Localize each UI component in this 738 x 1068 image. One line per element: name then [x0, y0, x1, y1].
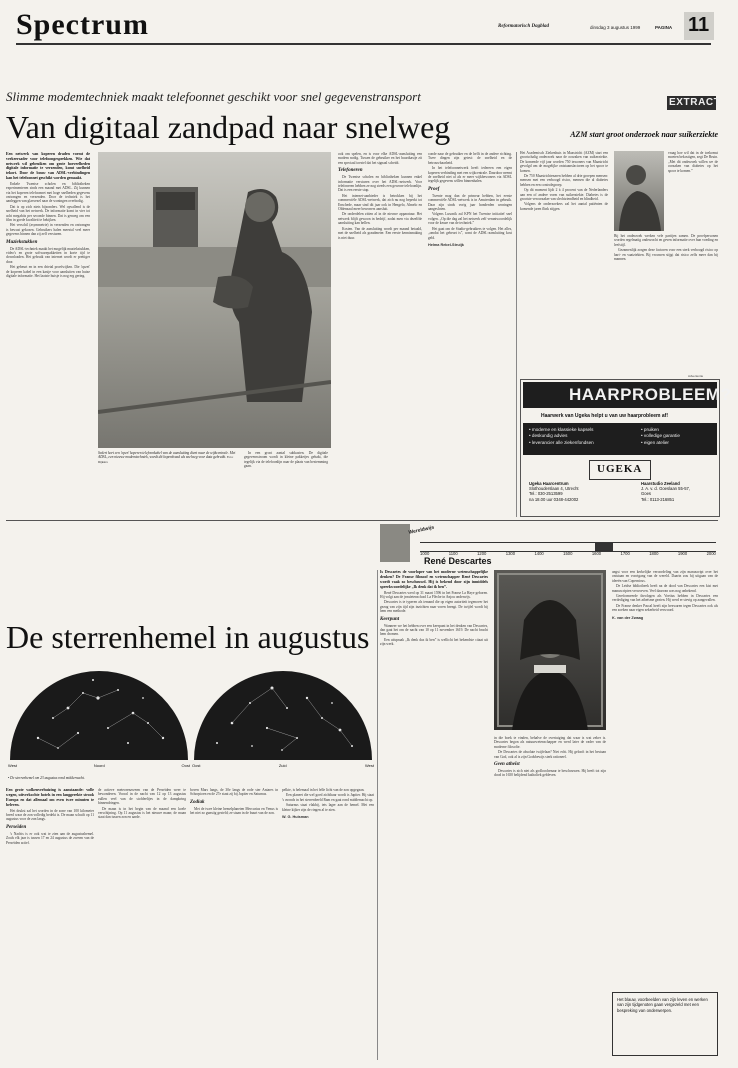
extract-photo [614, 151, 664, 231]
ad-subtitle: Haarwerk van Ugeka helpt u van uw haarprobleem af! [541, 413, 668, 419]
extract-label: EXTRACT [669, 97, 721, 108]
issue-date: dinsdag 3 augustus 1999 [590, 25, 641, 30]
subhead-geen-atheist: Geen atheïst [494, 762, 520, 768]
column-rule [516, 152, 517, 517]
ad-bullets-right [641, 427, 680, 446]
article-headline: Van digitaal zandpad naar snelweg [6, 109, 451, 145]
portrait-illustration [494, 570, 606, 730]
advertisement[interactable] [520, 379, 732, 517]
descartes-byline: K. van der Zwaag [612, 615, 644, 620]
article-column-right: ook om spelen, en is voor elke ADSL-aansluiting een modem nodig. Tussen de gebruiker en het buurtkastje zit een speciaal toestel dat het signaal scheidt. Telefoneren De Twentse scholen en bibliotheken kunnen enkel informatie versturen over het ADSL-netwerk. Voor telefoneren hebben ze nog steeds een gewone telefoonlijn. Dat is een eerste stap. Het internet-aanbieder is betrokken bij het commerciële ADSL-netwerk, dat zich nu nog beperkt tot Enschede, maar sind dit jaar ook in Hengelo, Almelo en Oldenzaal meer bewoners aansluit. De onderdelen zitten al in de nieuwe apparatuur. Het netwerk blijft gewoon in bedrijf, zodat men via dezelfde aansluiting kan bellen. Kosten. Van de aansluiting wordt per maand betaald, met de snelheid als graadmeter. Een eerste kennismaking is niet duur. [338, 152, 422, 240]
star-map-right-labels: Oost Zuid West [192, 763, 374, 768]
article-lead: Een netwerk van koperen draden vormt de verkeersader voor telefoongesprekken. Wie dat netwerk wil gebruiken om grote hoeveelheden digitale informatie te verzenden, komt snelheid tekort. Door de bouw van ADSL-verbindingen kan het telefoonnet geschikt worden gemaakt. [6, 152, 90, 180]
descartes-portrait [494, 570, 606, 730]
photo-caption-text: Sedert kort een 'open' koperen telefoonkabel van de aansluiting dient naar de wijkcentrale. Met ADSL, een nieuwe modemtechniek, wordt dit koperdraad als snelweg voor data gebruikt. [98, 451, 236, 460]
ad-contact-right: Haarstudio Zeeland J. A. v. d. Goeslaan 55-57, Goes Tel.: 0113-216851 [641, 481, 691, 502]
stars-lead: Een grote wolkenverhuizing is aanstaande: volle wegen, uitverkochte hotels in een langgerekte strook Europa en dat allemaal om even twee minuten te beleven. [6, 788, 94, 807]
ad-bullets-left [529, 427, 594, 446]
stars-column-4: pelkte, is helemaal in het felle licht van de zon opgegaan. Een planeet die wel goed zichtbaar wordt is Jupiter. Hij staat 's avonds in het sterrenbeeld Ram en gaat rond middernacht op. Saturnus staat vlakbij, iets lager aan de hemel. Met een kleine kijker zijn de ringen al te zien. W. G. Huisman [282, 788, 374, 820]
page-label: PAGINA [655, 25, 673, 30]
article-column-2: In een groot aantal subkasten. De digitale gegevensstroom wordt in kleine pakketjes gehakt, die tegelijk via de telefoonlijn naar de plaats van bestemming gaan. [244, 451, 328, 469]
ad-bullet-left-3: • leverancier alle ziekenfondsen [529, 439, 594, 445]
article-column-far: conde naar de gebruiker en de helft in de andere richting. Twee dingen zijn getest: de snelheid en de betrouwbaarheid. In het telefoonnetwerk heeft iedereen een eigen koperen verbinding met een wijkcentrale. Daardoor neemt de snelheid niet af als er meer wijkbewoners via ADSL tegelijk gegevens willen binnenhalen. Proef Twente mag dan de primeur hebben, het eerste commerciële ADSL-netwerk is in Amsterdam in gebruik. Daar zijn sinds vorig jaar honderden woningen aangesloten. Volgens Lusonik zal KPN het Twentse initiatief snel volgen. „Op die dag zal het netwerk zelf verantwoordelijk voor de keuze van de techniek.” Het gaat om de Studio-gebruikers te volgen. Het alles, „omdat het gebeurt is”, want de ADSL-aansluiting kost geld. Helma Rebel-Struijk [428, 152, 512, 247]
article-byline: Helma Rebel-Struijk [428, 242, 464, 247]
descartes-portrait-thumb [380, 524, 410, 562]
descartes-name: René Descartes [424, 556, 492, 566]
extract-photo-illustration [614, 151, 664, 231]
paper-name: Reformatorisch Dagblad [498, 24, 549, 29]
stars-column-2: de actieve meteorenzwerm van de Perseïden weer te bewonderen. Vooral in de nacht van 12 op 13 augustus zullen veel van de stofdeeltjes in de dampkring binnendringen. De maan is in het begin van de maand een koele verschijning. Op 11 augustus is het nieuwe maan; de maan staat dan tussen zon en aarde. [98, 788, 186, 820]
article-lead-column: Een netwerk van koperen draden vormt de verkeersader voor telefoongesprekken. Wie dat netwerk wil gebruiken om grote hoeveelheden digitale informatie te verzenden, komt snelheid tekort. Door de bouw van ADSL-verbindingen kan het telefoonnet geschikt worden gemaakt. Enkele Twentse scholen en bibliotheken experimenteren sinds een maand met ADSL. Zij kunnen via het koperen telefoonnet met hoge snelheden gegevens ontvangen en verzenden. Door de techniek is het aanleggen van glasvezel naar de woningen overbodig. Dat is op zich niets bijzonders. Wel opvallend is de snelheid van het netwerk. De informatie komt in vier tot acht megabits per seconde binnen. Dat is genoeg om een film in goede kwaliteit te bekijken. Het verschil (asymmetrie) in verzenden en ontvangen is bewust gekozen. Gebruikers halen meestal veel meer gegevens binnen dan zij zelf versturen. Muziekstukken De ADSL-techniek maakt het mogelijk muziekstukken, video's en grote softwarepakketten in korte tijd te downloaden. Het gebruik van internet wordt er prettiger door. Het gebeurt en in een drietal proefwijken. Die 'opzet' de koperen kabel in een kastje voor aansluiten van huize digitale informatie. Het laatste huisje is nog erg gering. [6, 152, 90, 279]
descartes-series: Wereldwijs [408, 524, 435, 536]
subhead-zodiak: Zodiak [190, 799, 205, 805]
ad-title: HAARPROBLEEM? [569, 385, 732, 404]
ad-contact-left: Ugeka Haarcentrum Slothouderslaan 4, Utrecht Tel.: 030-2513599 na 18.00 uur 0348-442002 [529, 481, 579, 502]
section-title: Spectrum [16, 8, 149, 41]
descartes-column-1: Is Descartes de voorloper van het moderne wetenschappelijke denken? De Franse filosoof en wetenschapper René Descartes wordt vaak zo beschouwd. Hij is bekend door zijn inmiddels spreekwoordelijke „Ik denk dat ik ben”. René Descartes werd op 31 maart 1596 in het Franse La Haye geboren. Hij volgt aan de jezuïetenschool La Flèche in Anjou onderwijs. Descartes is te typeren als iemand die op eigen autoriteit tegenover het gezag van zijn tijd zijn inzichten naar voren brengt. De twijfel wordt bij hem een methode. Keerpunt Wanneer we het hebben over een keerpunt in het denken van Descartes, dan gaat het om de nacht van 10 op 11 november 1619. De nacht bracht hem dromen. Een uitspraak „Ik denk dus ik ben” is wellicht het bekendste citaat uit zijn werk. [380, 570, 488, 647]
section-divider [6, 520, 718, 521]
ad-label: Advertentie [688, 374, 704, 378]
extract-column-1: Het Academisch Ziekenhuis in Maastricht (AZM) start een grootschalig onderzoek naar de oorzaken van suikerziekte. De komende vijf jaar worden 750 inwoners van Maastricht gevolgd om de mogelijke ontstaansfactoren op het spoor te komen. De 750 Maastrichtenaren hebben al drie groepen mensen: mensen met een verhoogd risico, mensen die al diabetes hebben en een controlegroep. Op dit moment lijdt 2 à 4 procent van de Nederlanders aan een of andere vorm van suikerziekte. Diabetes is de grootste veroorzaker van slechtziendheid en blindheid. Volgens de onderzoekers zal het aantal patiënten de komende jaren flink stijgen. [520, 151, 608, 211]
photo-caption [98, 451, 238, 464]
stars-byline: W. G. Huisman [282, 815, 309, 820]
section-rule [16, 43, 711, 45]
article-kicker: Slimme modemtechniek maakt telefoonnet geschikt voor snel gegevenstransport [6, 89, 421, 104]
extract-column-3: Bij het onderzoek werken vele partijen samen. De proefpersonen worden regelmatig onderzocht en geven informatie over hun voeding en leefstijl. Gezamenlijk zorgen deze factoren voor een sterk verhoogd risico op hart- en vaatziekten. Bij vrouwen stijgt dat risico zelfs meer dan bij mannen. [614, 234, 718, 262]
descartes-box [612, 992, 718, 1056]
descartes-box-text: Het blauw, voorbeelden van zijn leven en werken van zijn tijdgenoten gaan vergezeld met een bespreking van onderwerpen. [617, 997, 708, 1013]
ad-brand: UGEKA [597, 463, 643, 475]
subhead-telefoneren: Telefoneren [338, 168, 363, 174]
ad-bullet-right-1: • pruiken [641, 427, 659, 432]
timeline-highlight [595, 542, 613, 551]
stars-descartes-rule [377, 570, 378, 1060]
stars-column-1: Een grote wolkenverhuizing is aanstaande: volle wegen, uitverkochte hotels in een langgerekte strook Europa en dat allemaal om even twee minuten te beleven. Het drukst zal het worden in de zone van 100 kilometer breed waar de zon volledig bedekt is. De maan schuift op 11 augustus voor de zon langs. Perseïden 's Nachts is er ook wat te zien aan de augustushemel. Zoals elk jaar is tussen 17 en 24 augustus de zwerm van de Perseïden actief. [6, 788, 94, 845]
ad-bullet-right-3: • eigen atelier [641, 439, 669, 445]
stars-column-3: boven Mars langs, de 30e langs de rode ster Antares in Schorpioen en de 27e staat zij bij Jupiter en Saturnus. Zodiak Met de twee kleine hemelplaneten Mercurius en Venus is het niet zo gunstig gesteld; ze staan in de buurt van de zon. [190, 788, 278, 816]
subhead-perseiden: Perseïden [6, 824, 27, 830]
photo-illustration [98, 152, 331, 448]
descartes-column-3: angst voor een kerkelijke veroordeling van zijn manuscript over het ontstaan en voortgang van de wereld. Daarin zou hij uitgaan van de ideeën van Copernicus. De Leidse bibliotheek heeft na de dood van Descartes een kist met manuscripten verworven. Veel daarvan was nog onbekend. Gereformeerde theologen als Voetius hebben in Descartes een verdediging van het atheïsme gezien. Hij werd er stevig op aangevallen. De Franse denker Pascal heeft zijn bezwaren tegen Descartes ook als een zoeken naar eigen zekerheid verwoord. K. van der Zwaag [612, 570, 718, 620]
masthead [0, 0, 738, 52]
stars-caption: • De sterrenhemel om 23 augustus rond middernacht. [8, 776, 85, 780]
ad-bullet-right-2: • volledige garantie [641, 433, 680, 439]
extract-headline: AZM start groot onderzoek naar suikerziekte [570, 130, 718, 139]
subhead-keerpunt: Keerpunt [380, 616, 400, 622]
timeline-labels: 1000 1100 1200 1300 1400 1500 1600 1700 1800 1900 2000 [420, 551, 716, 556]
ad-bullet-left-1: • moderne en klassieke kapsels [529, 427, 594, 432]
stars-headline: De sterrenhemel in augustus [6, 619, 370, 655]
photo-credit: Foto: Dijkstra [98, 455, 234, 464]
descartes-column-2: in die boek te vinden, behalve de overtuiging dat waar is wat zeker is. Descartes begon als natuurwetenschapper en werd later de vader van de moderne filosofie. De Descartes de absolute twijfelaar? Niet echt. Hij gelooft in het bestaan van God, ook al is zijn Godsbewijs sterk rationeel. Geen atheïst Descartes is zich niet als godloochenaar te beschouwen. Hij heeft tot zijn dood in 1650 belijdend katholiek gebleven. [494, 736, 606, 778]
ad-bullet-left-2: • deskundig advies [529, 433, 568, 439]
star-map-left [8, 668, 190, 762]
descartes-intro: Is Descartes de voorloper van het moderne wetenschappelijke denken? De Franse filosoof en wetenschapper René Descartes wordt vaak zo beschouwd. Hij is bekend door zijn inmiddels spreekwoordelijke „Ik denk dat ik ben”. [380, 570, 488, 589]
star-map-left-svg [8, 668, 190, 762]
page-number: 11 [688, 14, 710, 36]
subhead-proef: Proef [428, 186, 440, 192]
star-map-right-svg [192, 668, 374, 762]
star-map-left-labels: West Noord Oost [8, 763, 190, 768]
descartes-banner [380, 522, 716, 566]
subhead-muziekstukken: Muziekstukken [6, 239, 38, 245]
article-photo [98, 152, 331, 448]
star-map-right [192, 668, 374, 762]
extract-column-2: vraag hoe wil dat in de toekomst moeten bekostigen, zegt De Bruin. „Met dit onderzoek willen we de oorzaken van diabetes op het spoor te komen.” [668, 151, 718, 173]
